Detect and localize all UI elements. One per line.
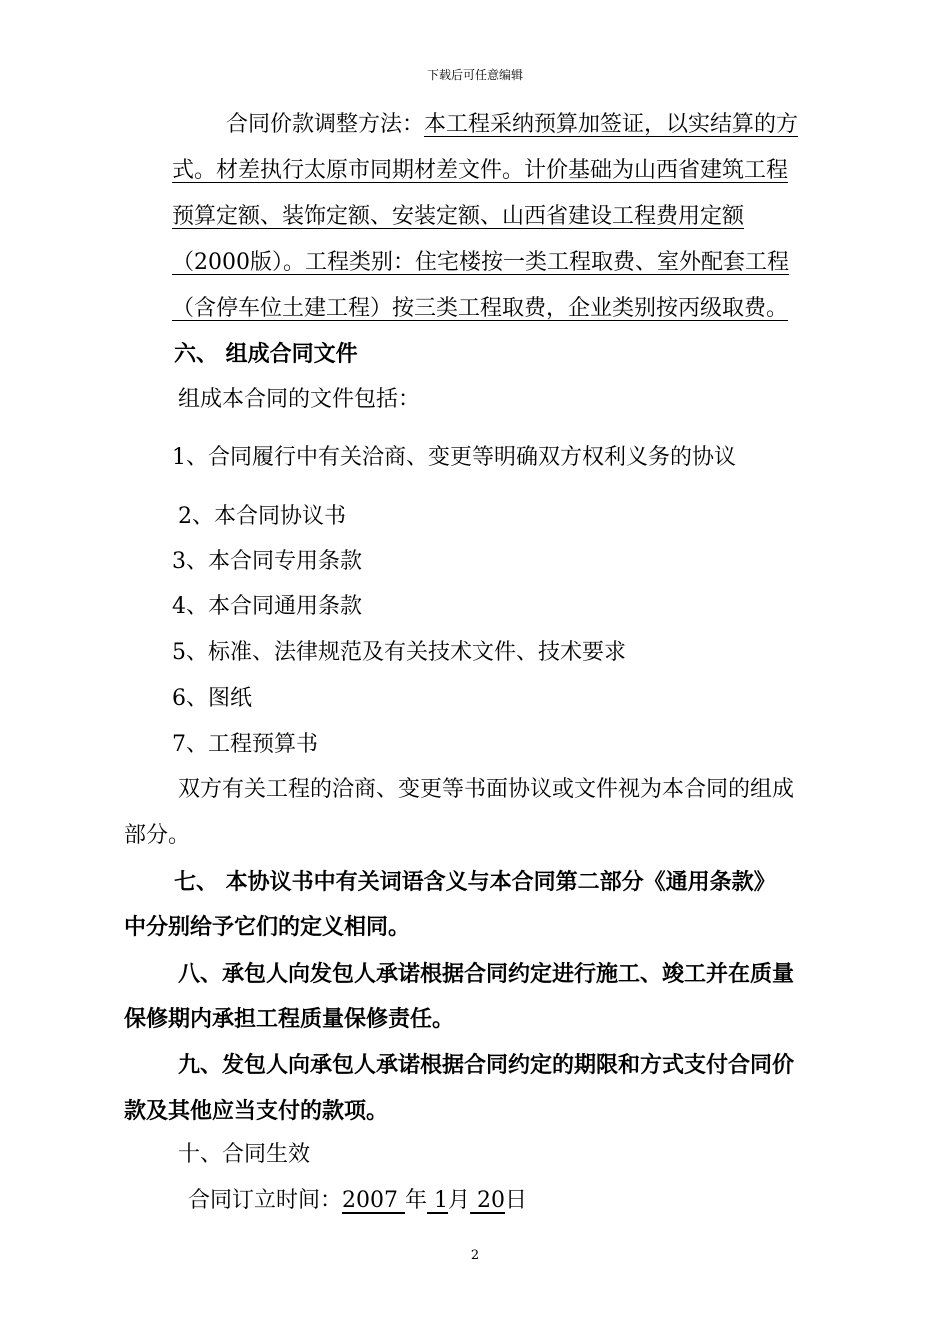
section-9-line-1: 九、发包人向承包人承诺根据合同约定的期限和方式支付合同价	[178, 1053, 795, 1078]
section-10-heading: 十、合同生效	[178, 1142, 311, 1167]
price-adjust-text-1: 本工程采纳预算加签证，以实结算的方	[424, 112, 799, 137]
signing-month: 1	[434, 1188, 449, 1213]
list-item: 3、本合同专用条款	[172, 549, 362, 574]
signing-day-unit: 日	[505, 1188, 528, 1213]
section-6-intro: 组成本合同的文件包括：	[178, 387, 421, 412]
price-adjust-line-3: 预算定额、装饰定额、安装定额、山西省建设工程费用定额	[172, 204, 745, 229]
list-item: 6、图纸	[172, 686, 252, 711]
section-8-line-2: 保修期内承担工程质量保修责任。	[124, 1007, 455, 1032]
list-item: 2、本合同协议书	[178, 504, 346, 529]
signing-year: 2007	[342, 1188, 399, 1213]
page-number: 2	[470, 1248, 480, 1263]
section-6-closing-line-2: 部分。	[124, 823, 191, 848]
section-6-heading: 六、 组成合同文件	[174, 342, 358, 367]
price-adjust-line-5: （含停车位土建工程）按三类工程取费，企业类别按丙级取费。	[172, 296, 789, 321]
list-item: 1、合同履行中有关洽商、变更等明确双方权利义务的协议	[172, 445, 736, 470]
signing-date-label: 合同订立时间：	[188, 1188, 343, 1213]
section-6-closing-line-1: 双方有关工程的洽商、变更等书面协议或文件视为本合同的组成	[178, 777, 795, 802]
price-adjust-line-4: （2000版）。工程类别：住宅楼按一类工程取费、室外配套工程	[172, 250, 789, 275]
section-8-line-1: 八、承包人向发包人承诺根据合同约定进行施工、竣工并在质量	[178, 962, 795, 987]
signing-month-unit: 月	[448, 1188, 471, 1213]
section-9-line-2: 款及其他应当支付的款项。	[124, 1099, 389, 1124]
price-adjust-line-2: 式。材差执行太原市同期材差文件。计价基础为山西省建筑工程	[172, 158, 789, 183]
price-adjust-label: 合同价款调整方法：	[226, 112, 425, 137]
signing-day: 20	[477, 1188, 506, 1213]
signing-date-line	[188, 1186, 527, 1216]
list-item: 7、工程预算书	[172, 732, 318, 757]
section-7-line-2: 中分别给予它们的定义相同。	[124, 915, 411, 940]
list-item: 4、本合同通用条款	[172, 594, 362, 619]
signing-year-unit: 年	[405, 1188, 428, 1213]
price-adjust-line-1	[226, 110, 798, 140]
page-header: 下载后可任意编辑	[426, 68, 523, 82]
section-7-line-1: 七、 本协议书中有关词语含义与本合同第二部分《通用条款》	[174, 870, 776, 895]
list-item: 5、标准、法律规范及有关技术文件、技术要求	[172, 640, 626, 665]
